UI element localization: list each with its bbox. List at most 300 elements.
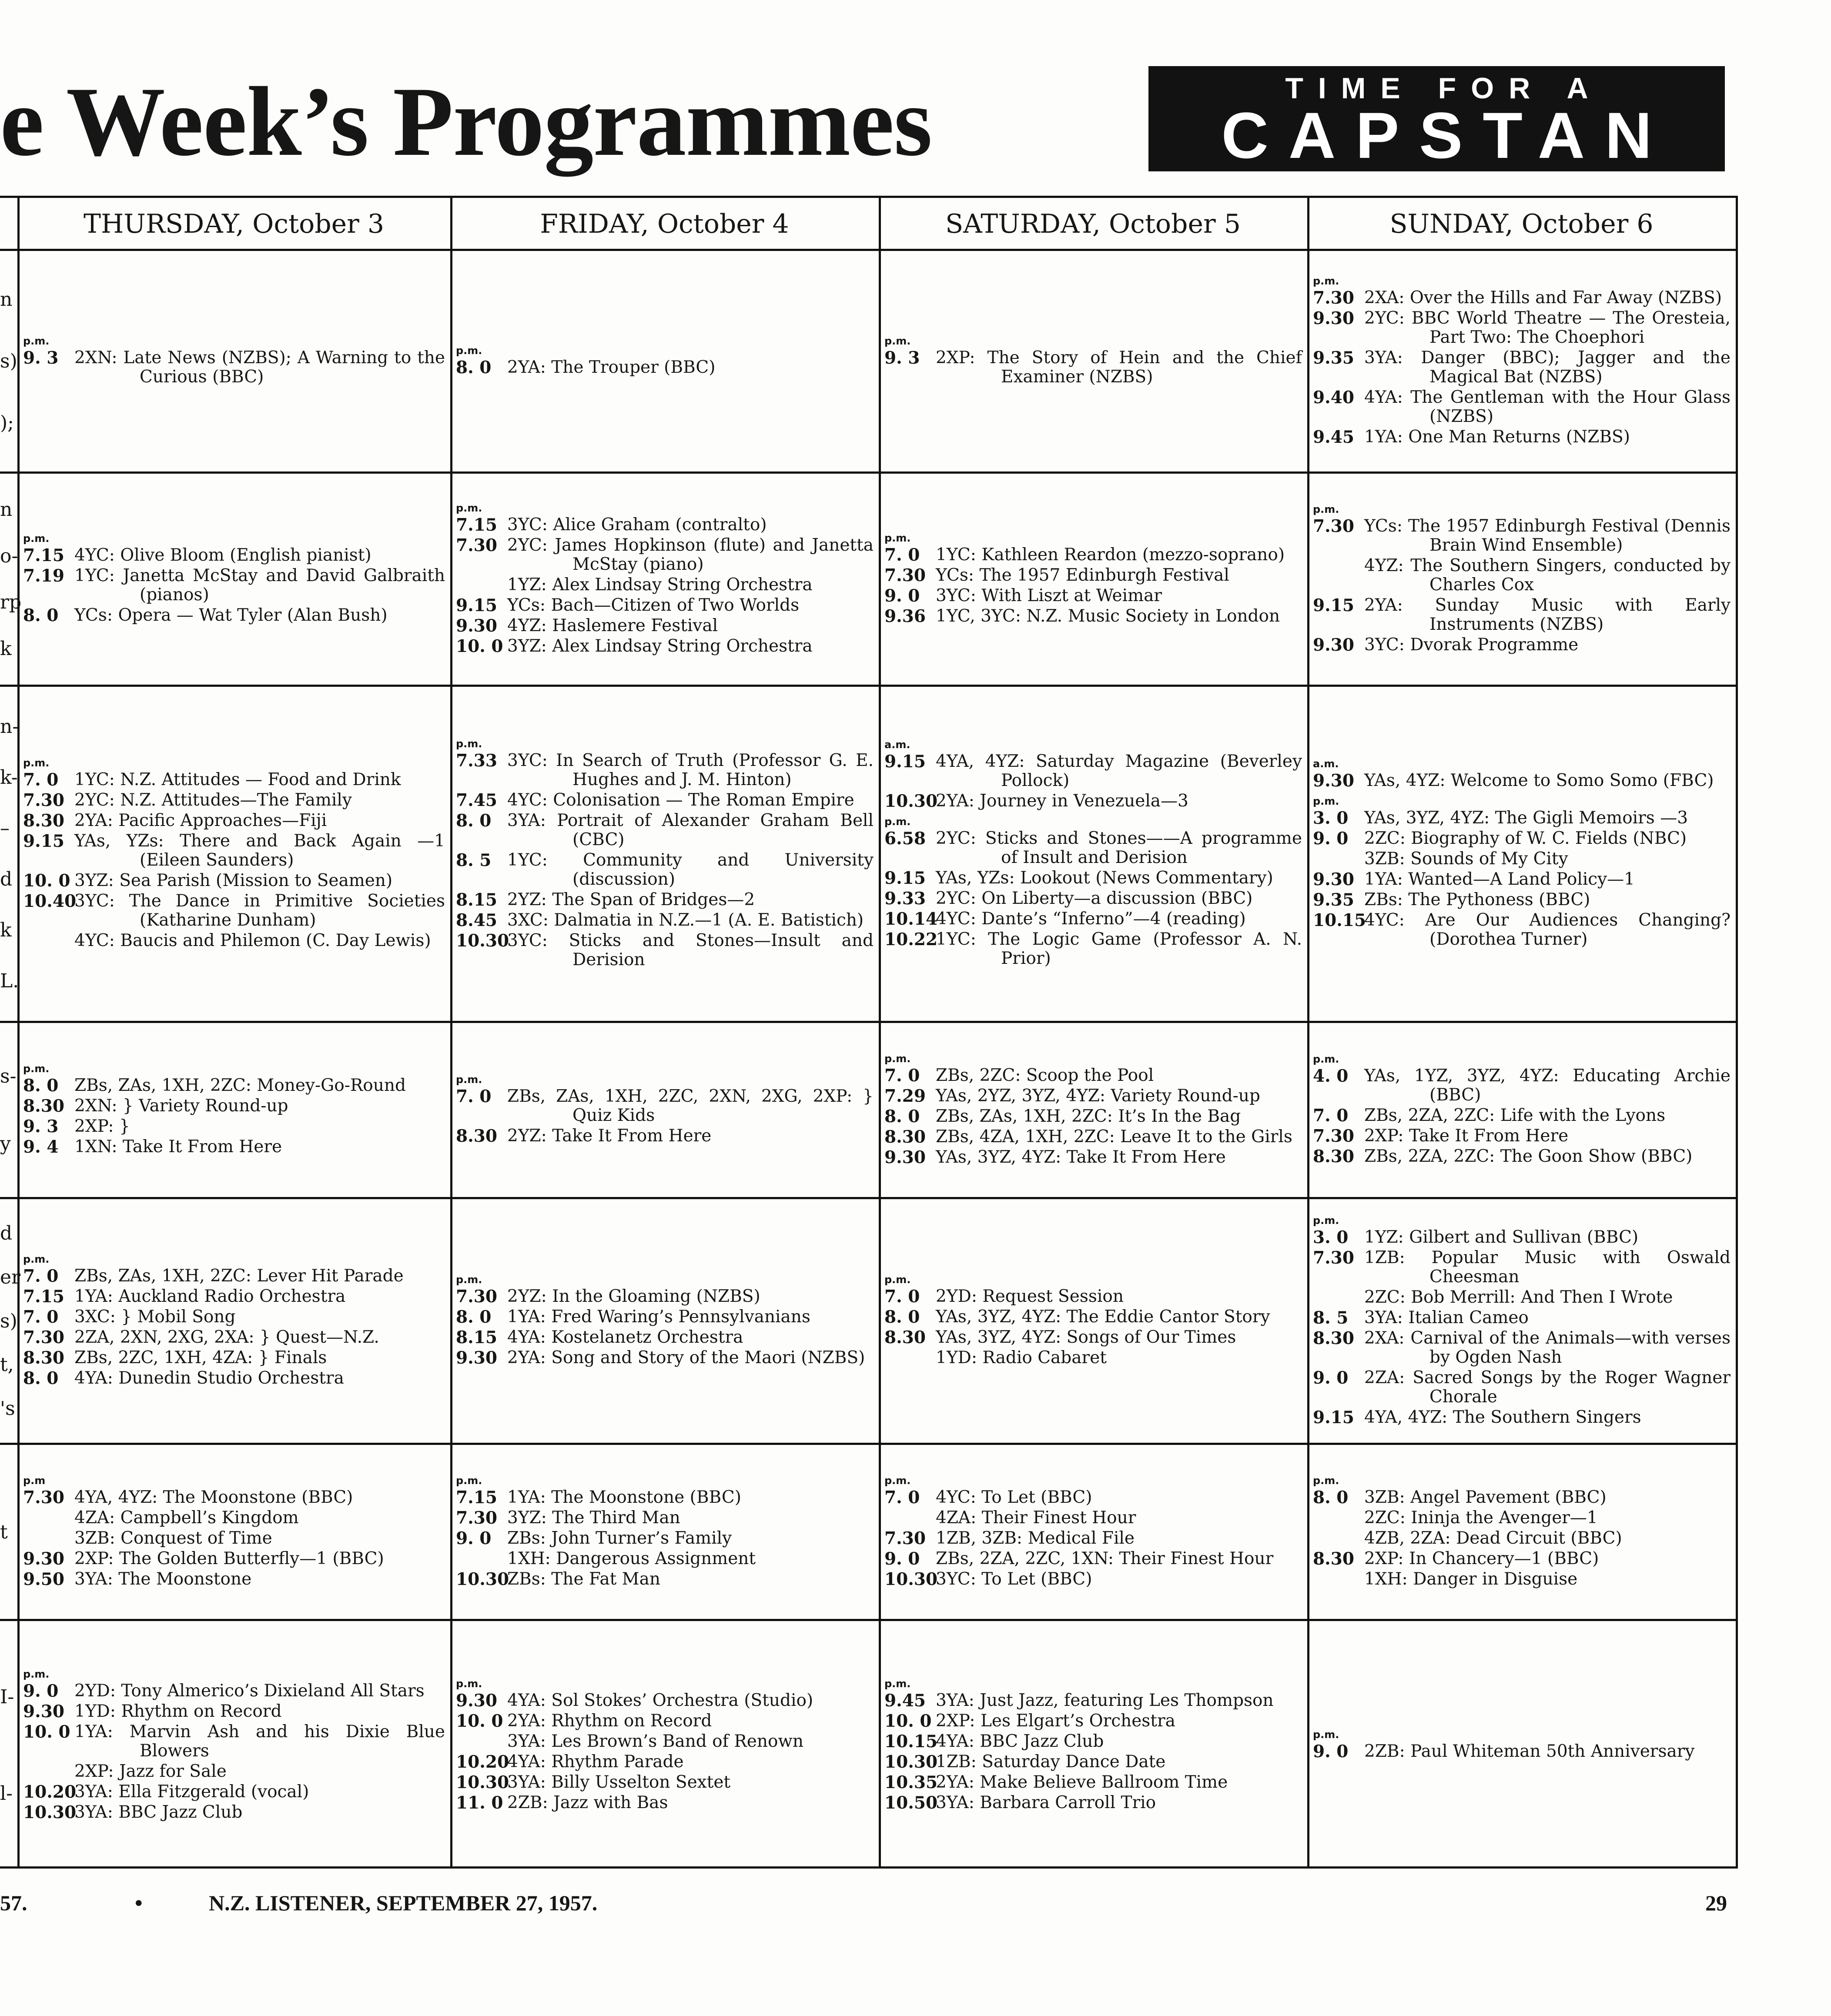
- programme-entry: [23, 1782, 445, 1802]
- period-label: p.m.: [884, 1474, 911, 1487]
- programme-cell: [20, 1023, 450, 1197]
- programme-cell: [1309, 251, 1736, 472]
- programme-entry: [1313, 1487, 1731, 1508]
- programme-text: ZBs, ZAs, 1XH, 2ZC: Money-Go-Round: [74, 1076, 406, 1095]
- period-label: p.m.: [884, 335, 911, 347]
- programme-text: YCs: Opera — Wat Tyler (Alan Bush): [74, 605, 388, 625]
- programme-entry: [1313, 1328, 1731, 1367]
- programme-time: 7. 0: [884, 545, 920, 565]
- programme-entry: [23, 790, 445, 810]
- time-group: [884, 1052, 1302, 1168]
- programme-time: 7.19: [23, 566, 64, 586]
- programme-time: 10.40: [23, 891, 77, 911]
- programme-entry: [884, 348, 1302, 387]
- programme-time: 8. 0: [456, 810, 492, 831]
- programme-time: 10.50: [884, 1792, 938, 1813]
- margin-fragment: I-: [0, 1686, 14, 1708]
- programme-entry: [487, 1549, 874, 1568]
- programme-time: 10. 0: [456, 636, 503, 656]
- programme-text: 2XA: Carnival of the Animals—with verses by Ogden Nash: [1364, 1328, 1731, 1367]
- programme-text: 3YZ: Alex Lindsay String Orchestra: [507, 636, 813, 656]
- programme-time: 9.30: [1313, 771, 1354, 791]
- programme-time: 8.45: [456, 910, 497, 930]
- programme-entry: [1344, 1529, 1731, 1548]
- programme-text: 1YC, 3YC: N.Z. Music Society in London: [936, 606, 1280, 626]
- time-group: [1313, 758, 1731, 792]
- programme-text: 2XN: Late News (NZBS); A Warning to the Curious (BBC): [74, 348, 445, 387]
- time-group: [23, 335, 445, 388]
- time-group: [456, 501, 874, 657]
- programme-entry: [884, 1690, 1302, 1711]
- programme-text: 2YA: Song and Story of the Maori (NZBS): [507, 1348, 865, 1367]
- programme-entry: [23, 810, 445, 831]
- programme-cell: [881, 1023, 1307, 1197]
- programme-text: 1YA: Wanted—A Land Policy—1: [1364, 869, 1635, 889]
- programme-time: [23, 1529, 74, 1548]
- programme-time: 8. 5: [456, 850, 492, 870]
- programme-time: 7.30: [884, 1528, 926, 1548]
- programme-cell: [20, 687, 450, 1021]
- programme-entry: [1313, 1247, 1731, 1287]
- programme-time: 7.30: [1313, 1247, 1354, 1268]
- time-group: [456, 1677, 874, 1814]
- programme-entry: [456, 750, 874, 789]
- programme-time: 7. 0: [456, 1087, 492, 1107]
- margin-fragment: s): [0, 1310, 17, 1332]
- programme-text: YAs, 3YZ, 4YZ: Take It From Here: [936, 1147, 1226, 1167]
- period-label: p.m.: [23, 335, 50, 347]
- programme-cell: [881, 251, 1307, 472]
- programme-entry: [1344, 1508, 1731, 1528]
- footer-issue-fragment: 57.: [0, 1891, 27, 1915]
- programme-text: 3YC: The Dance in Primitive Societies (Katharine Dunham): [74, 891, 445, 930]
- programme-text: YAs, 3YZ, 4YZ: The Gigli Memoirs —3: [1364, 808, 1688, 828]
- page-number: 29: [1705, 1891, 1727, 1915]
- programme-cell: [1309, 687, 1736, 1021]
- programme-text: 1YA: The Moonstone (BBC): [507, 1487, 741, 1507]
- programme-entry: [456, 1126, 874, 1146]
- period-label: p.m.: [884, 1677, 911, 1690]
- programme-entry: [456, 790, 874, 810]
- programme-time: 9. 4: [23, 1137, 59, 1157]
- programme-entry: [884, 1147, 1302, 1167]
- programme-entry: [1313, 808, 1731, 828]
- programme-text: 2ZA, 2XN, 2XG, 2XA: } Quest—N.Z.: [74, 1327, 379, 1347]
- programme-entry: [1313, 1227, 1731, 1247]
- programme-time: 9. 0: [23, 1681, 59, 1701]
- programme-entry: [884, 752, 1302, 790]
- programme-text: 1YD: Rhythm on Record: [74, 1701, 282, 1721]
- programme-time: 9.45: [1313, 427, 1354, 447]
- time-group: [884, 335, 1302, 388]
- programme-time: 9.30: [1313, 635, 1354, 655]
- programme-text: 2YZ: The Span of Bridges—2: [507, 889, 755, 909]
- programme-text: 3YA: Just Jazz, featuring Les Thompson: [936, 1690, 1274, 1710]
- period-label: p.m.: [1313, 1053, 1339, 1065]
- programme-time: 10.15: [1313, 910, 1366, 930]
- programme-entry: [23, 769, 445, 790]
- programme-time: 9.33: [884, 889, 926, 909]
- programme-time: 8. 0: [456, 1307, 492, 1327]
- programme-cell: [881, 687, 1307, 1021]
- programme-time: 7.15: [23, 545, 64, 565]
- programme-text: 2XN: } Variety Round-up: [74, 1096, 288, 1116]
- programme-time: [1313, 849, 1364, 869]
- programme-time: 9.35: [1313, 348, 1354, 368]
- programme-time: 9.15: [1313, 1407, 1354, 1428]
- programme-cell: [1309, 1445, 1736, 1619]
- programme-text: 2ZB: Jazz with Bas: [507, 1792, 668, 1812]
- programme-entry: [1313, 1367, 1731, 1407]
- programme-entry: [23, 870, 445, 891]
- programme-entry: [884, 606, 1302, 626]
- programme-time: 8.30: [884, 1327, 926, 1347]
- programme-entry: [1313, 1066, 1731, 1105]
- programme-entry: [1313, 348, 1731, 387]
- programme-text: 3YC: Sticks and Stones—Insult and Derision: [507, 930, 874, 970]
- programme-entry: [1313, 427, 1731, 447]
- capstan-advert: [1148, 66, 1725, 171]
- programme-text: 2ZC: Bob Merrill: And Then I Wrote: [1364, 1287, 1673, 1307]
- period-label: a.m.: [1313, 758, 1339, 770]
- programme-entry: [456, 1569, 874, 1589]
- programme-entry: [1313, 1126, 1731, 1146]
- programme-time: 8. 0: [884, 1307, 920, 1327]
- programme-text: 1XH: Dangerous Assignment: [507, 1548, 756, 1568]
- period-label: a.m.: [884, 739, 910, 751]
- programme-time: 10.15: [884, 1731, 938, 1752]
- programme-cell: [1309, 1023, 1736, 1197]
- programme-text: 3YA: Barbara Carroll Trio: [936, 1792, 1156, 1812]
- programme-time: [1313, 1508, 1364, 1528]
- period-label: p.m.: [456, 1474, 482, 1487]
- programme-time: 9. 3: [23, 1117, 59, 1137]
- programme-entry: [54, 931, 445, 950]
- programme-text: 3XC: Dalmatia in N.Z.—1 (A. E. Batistich): [507, 910, 864, 930]
- margin-fragment: s): [0, 350, 17, 372]
- programme-text: 1YD: Radio Cabaret: [936, 1348, 1107, 1367]
- programme-text: ZBs, 2ZC: Scoop the Pool: [936, 1065, 1154, 1085]
- programme-time: 8. 0: [1313, 1487, 1349, 1508]
- programme-cell: [20, 251, 450, 472]
- programme-text: 2ZC: Biography of W. C. Fields (NBC): [1364, 829, 1687, 848]
- programme-text: 1XH: Danger in Disguise: [1364, 1569, 1578, 1589]
- programme-time: 9. 0: [456, 1528, 492, 1548]
- margin-fragment: s-: [0, 1065, 17, 1087]
- programme-entry: [1313, 388, 1731, 426]
- programme-time: 8. 0: [23, 1076, 59, 1096]
- programme-text: 3ZB: Conquest of Time: [74, 1528, 272, 1548]
- margin-fragment: n: [0, 288, 13, 311]
- column-rule: [1736, 198, 1738, 1866]
- programme-time: 9.30: [456, 1690, 497, 1711]
- margin-fragment: –: [0, 817, 10, 839]
- programme-text: 2XP: Take It From Here: [1364, 1126, 1569, 1146]
- programme-text: ZBs, 2ZA, 2ZC, 1XN: Their Finest Hour: [936, 1548, 1274, 1568]
- time-group: [23, 1668, 445, 1823]
- period-label: p.m.: [884, 1274, 911, 1286]
- time-group: [884, 1474, 1302, 1590]
- margin-fragment: k: [0, 638, 12, 660]
- margin-fragment: o-: [0, 545, 18, 567]
- programme-entry: [1313, 869, 1731, 889]
- programme-entry: [456, 1792, 874, 1813]
- programme-entry: [456, 1348, 874, 1368]
- programme-time: 9.30: [23, 1701, 64, 1722]
- programme-entry: [1313, 890, 1731, 910]
- programme-time: 9. 0: [884, 585, 920, 606]
- programme-entry: [23, 1287, 445, 1307]
- programme-text: 4YC: Olive Bloom (English pianist): [74, 545, 372, 565]
- programme-text: 1YC: Janetta McStay and David Galbraith (pianos): [74, 566, 445, 605]
- programme-time: 9. 0: [1313, 1742, 1349, 1762]
- programme-time: 6.58: [884, 829, 926, 849]
- time-group: [1313, 1053, 1731, 1167]
- programme-entry: [1313, 910, 1731, 949]
- programme-text: 2XP: The Golden Butterfly—1 (BBC): [74, 1548, 384, 1568]
- programme-entry: [884, 1065, 1302, 1086]
- programme-entry: [884, 1792, 1302, 1813]
- programme-entry: [23, 605, 445, 625]
- programme-entry: [23, 545, 445, 565]
- programme-entry: [884, 545, 1302, 565]
- programme-entry: [1313, 288, 1731, 308]
- programme-time: 11. 0: [456, 1792, 503, 1813]
- programme-entry: [884, 1307, 1302, 1327]
- programme-time: 8.15: [456, 889, 497, 910]
- programme-text: 2YA: Sunday Music with Early Instruments (NZBS): [1364, 595, 1731, 634]
- programme-text: 2YC: On Liberty—a discussion (BBC): [936, 889, 1253, 908]
- programme-entry: [884, 929, 1302, 968]
- programme-time: 8.30: [1313, 1548, 1354, 1569]
- programme-text: 3YA: BBC Jazz Club: [74, 1802, 243, 1822]
- programme-time: 7.30: [456, 1508, 497, 1528]
- programme-entry: [884, 1752, 1302, 1772]
- programme-text: 4YA: The Gentleman with the Hour Glass (NZBS): [1364, 388, 1731, 426]
- time-group: [884, 1677, 1302, 1814]
- programme-time: 9.36: [884, 606, 926, 626]
- programme-entry: [54, 1508, 445, 1528]
- programme-time: 9.45: [884, 1690, 926, 1711]
- programme-time: 8. 0: [23, 605, 59, 625]
- programme-entry: [1313, 1407, 1731, 1428]
- programme-entry: [884, 1127, 1302, 1147]
- period-label: p.m.: [23, 1063, 50, 1075]
- programme-text: 2YC: James Hopkinson (flute) and Janetta McStay (piano): [507, 535, 874, 574]
- programme-entry: [884, 1731, 1302, 1752]
- period-label: p.m.: [456, 344, 482, 357]
- programme-text: 3YA: Italian Cameo: [1364, 1307, 1529, 1327]
- programme-entry: [1344, 849, 1731, 869]
- programme-text: 1YZ: Alex Lindsay String Orchestra: [507, 575, 813, 595]
- programme-entry: [884, 1287, 1302, 1307]
- programme-text: 4YC: Baucis and Philemon (C. Day Lewis): [74, 930, 431, 950]
- programme-entry: [23, 831, 445, 870]
- programme-time: 9.15: [1313, 595, 1354, 615]
- programme-cell: [20, 1621, 450, 1870]
- programme-time: 7.30: [456, 1287, 497, 1307]
- programme-cell: [881, 1445, 1307, 1619]
- programme-text: 3YC: With Liszt at Weimar: [936, 585, 1162, 605]
- period-label: p.m.: [1313, 1474, 1339, 1487]
- programme-entry: [916, 1348, 1302, 1367]
- programme-cell: [20, 1445, 450, 1619]
- programme-time: 9.15: [884, 868, 926, 888]
- programme-time: 10.30: [456, 1772, 509, 1792]
- programme-text: 3YC: To Let (BBC): [936, 1569, 1092, 1589]
- programme-time: 9.30: [884, 1147, 926, 1167]
- programme-entry: [456, 1690, 874, 1711]
- programme-text: ZBs: The Pythoness (BBC): [1364, 890, 1590, 909]
- programme-text: YAs, 3YZ, 4YZ: Songs of Our Times: [936, 1327, 1236, 1347]
- programme-text: 1YC: Community and University (discussion): [507, 850, 874, 889]
- time-group: [884, 1274, 1302, 1369]
- programme-text: ZBs, ZAs, 1XH, 2ZC: It’s In the Bag: [936, 1106, 1241, 1126]
- programme-time: [1313, 1570, 1364, 1589]
- time-group: [1313, 795, 1731, 950]
- programme-cell: [452, 1199, 879, 1443]
- programme-cell: [452, 251, 879, 472]
- programme-time: 10.22: [884, 929, 938, 949]
- programme-time: 7. 0: [23, 769, 59, 790]
- programme-entry: [456, 889, 874, 910]
- programme-entry: [23, 1076, 445, 1096]
- period-label: p.m.: [23, 1253, 50, 1265]
- programme-text: 3YA: Les Brown’s Band of Renown: [507, 1731, 803, 1751]
- programme-entry: [1313, 595, 1731, 634]
- programme-text: 2YA: The Trouper (BBC): [507, 358, 716, 377]
- period-label: p.m: [23, 1474, 46, 1487]
- programme-cell: [452, 1023, 879, 1197]
- programme-cell: [1309, 1621, 1736, 1870]
- programme-entry: [54, 1529, 445, 1548]
- advert-brand: CAPSTAN: [1221, 99, 1672, 172]
- programme-time: 8.15: [456, 1327, 497, 1347]
- programme-text: YAs, 1YZ, 3YZ, 4YZ: Educating Archie (BBC): [1364, 1066, 1731, 1105]
- programme-time: [456, 575, 507, 595]
- programme-text: 4YC: To Let (BBC): [936, 1487, 1092, 1507]
- programme-cell: [452, 1621, 879, 1870]
- programme-entry: [884, 565, 1302, 585]
- programme-entry: [456, 810, 874, 849]
- programme-text: 1YA: Fred Waring’s Pennsylvanians: [507, 1307, 810, 1327]
- programme-entry: [884, 909, 1302, 929]
- margin-fragment: t,: [0, 1354, 14, 1376]
- programme-entry: [23, 1368, 445, 1388]
- programme-entry: [884, 1569, 1302, 1589]
- programme-cell: [20, 474, 450, 685]
- programme-cell: [1309, 1199, 1736, 1443]
- margin-fragment: y: [0, 1133, 11, 1155]
- programme-time: 7. 0: [23, 1307, 59, 1327]
- time-group: [1313, 503, 1731, 656]
- programme-time: 10.30: [456, 930, 509, 951]
- programme-entry: [884, 1528, 1302, 1548]
- programme-entry: [884, 1711, 1302, 1731]
- programme-time: 7.15: [456, 515, 497, 535]
- margin-fragment: k-: [0, 766, 18, 789]
- programme-entry: [23, 1681, 445, 1701]
- programme-entry: [456, 1508, 874, 1528]
- programme-time: 7. 0: [23, 1266, 59, 1286]
- programme-cell: [881, 1199, 1307, 1443]
- programme-text: 2XP: Jazz for Sale: [74, 1761, 227, 1781]
- programme-time: 7.30: [23, 1487, 64, 1508]
- time-group: [456, 1474, 874, 1590]
- period-label: p.m.: [456, 1677, 482, 1690]
- period-label: p.m.: [1313, 503, 1339, 515]
- programme-entry: [23, 1096, 445, 1116]
- programme-entry: [1313, 1106, 1731, 1126]
- programme-entry: [487, 1732, 874, 1751]
- programme-entry: [456, 535, 874, 574]
- programme-entry: [884, 1106, 1302, 1127]
- programme-time: 9.15: [456, 595, 497, 615]
- programme-entry: [1313, 1548, 1731, 1569]
- period-label: p.m.: [884, 532, 911, 544]
- programme-entry: [23, 348, 445, 387]
- programme-text: 2XP: In Chancery—1 (BBC): [1364, 1548, 1599, 1568]
- period-label: p.m.: [456, 1073, 482, 1086]
- programme-time: 9.30: [456, 615, 497, 636]
- programme-time: 7.30: [456, 535, 497, 555]
- programme-cell: [20, 1199, 450, 1443]
- programme-time: 3. 0: [1313, 1227, 1349, 1247]
- programme-text: 4YA, 4YZ: Saturday Magazine (Beverley Pollock): [936, 752, 1302, 790]
- programme-time: 9. 3: [23, 348, 59, 368]
- programme-entry: [23, 1802, 445, 1822]
- programme-time: 9. 0: [884, 1548, 920, 1569]
- programme-entry: [456, 1307, 874, 1327]
- programme-time: [23, 1762, 74, 1781]
- programme-time: 10.30: [884, 1752, 938, 1772]
- advert-line-1: TIME FOR A: [1285, 72, 1603, 105]
- margin-fragment: n: [0, 498, 13, 521]
- programme-time: 10. 0: [884, 1711, 932, 1731]
- programme-text: 2YD: Tony Almerico’s Dixieland All Stars: [74, 1681, 425, 1701]
- programme-entry: [456, 615, 874, 636]
- programme-entry: [884, 868, 1302, 888]
- programme-text: 2ZA: Sacred Songs by the Roger Wagner Chorale: [1364, 1367, 1731, 1407]
- time-group: [456, 737, 874, 971]
- period-label: p.m.: [1313, 275, 1339, 287]
- programme-entry: [884, 1548, 1302, 1569]
- programme-text: 1XN: Take It From Here: [74, 1137, 282, 1157]
- programme-text: 2YA: Pacific Approaches—Fiji: [74, 810, 327, 830]
- programme-time: 8.30: [1313, 1147, 1354, 1167]
- period-label: p.m.: [456, 737, 482, 750]
- programme-entry: [456, 1772, 874, 1792]
- time-group: [23, 756, 445, 952]
- programme-time: 7.30: [1313, 516, 1354, 536]
- day-header: FRIDAY, October 4: [540, 209, 789, 239]
- programme-entry: [1313, 308, 1731, 347]
- programme-text: 4YA: BBC Jazz Club: [936, 1731, 1104, 1751]
- programme-text: 1YC: Kathleen Reardon (mezzo-soprano): [936, 545, 1285, 565]
- programme-entry: [456, 850, 874, 889]
- programme-entry: [23, 1487, 445, 1508]
- programme-text: 2YD: Request Session: [936, 1287, 1124, 1306]
- day-header: THURSDAY, October 3: [83, 209, 385, 239]
- period-label: p.m.: [1313, 1728, 1339, 1741]
- programme-time: 10.30: [456, 1569, 509, 1589]
- margin-fragment: k: [0, 919, 12, 941]
- programme-text: 4ZA: Campbell’s Kingdom: [74, 1508, 299, 1528]
- programme-text: 3YA: The Moonstone: [74, 1569, 252, 1589]
- programme-entry: [456, 515, 874, 535]
- programme-time: 7.15: [456, 1487, 497, 1508]
- period-label: p.m.: [23, 532, 50, 545]
